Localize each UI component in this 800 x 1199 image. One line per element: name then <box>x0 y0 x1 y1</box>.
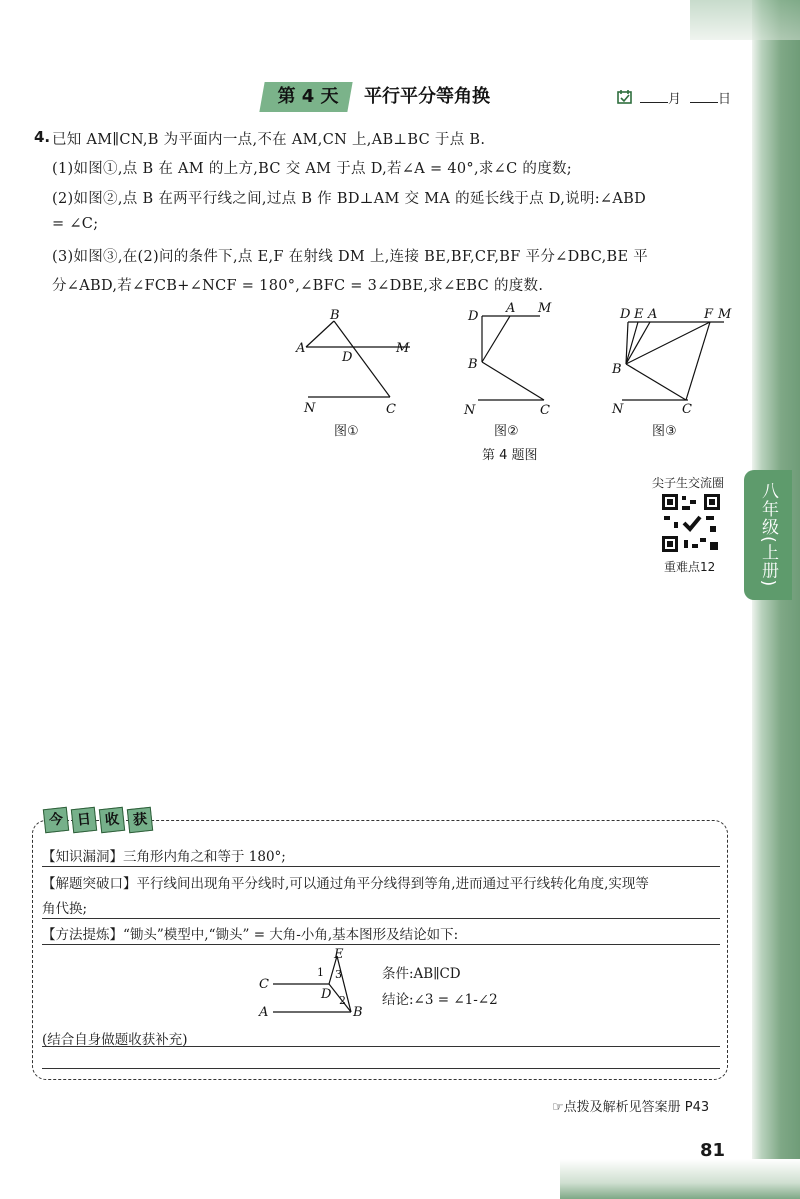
figure-3-caption: 图③ <box>652 424 677 439</box>
problem-line-5: (3)如图③,在(2)问的条件下,点 E,F 在射线 DM 上,连接 BE,BF,CF,BF 平分∠DBC,BE 平 <box>52 249 649 265</box>
date-day-field[interactable] <box>690 88 731 107</box>
fig3-label-f: F <box>704 307 714 322</box>
fig2-label-c: C <box>540 403 550 418</box>
qr-title: 尖子生交流圈 <box>652 476 725 490</box>
hoe-label-b: B <box>353 1005 363 1020</box>
hoe-label-3: 3 <box>335 968 342 981</box>
problem-line-6: 分∠ABD,若∠FCB+∠NCF = 180°,∠BFC = 3∠DBE,求∠EBC 的度数. <box>52 278 544 294</box>
question-number: 4. <box>34 128 51 146</box>
day-badge: 第 4 天 <box>277 86 339 107</box>
hoe-label-c: C <box>259 977 269 992</box>
method-summary: 【方法提炼】“锄头”模型中,“锄头” = 大角-小角,基本图形及结论如下: <box>42 927 459 943</box>
page-title: 平行平分等角换 <box>364 86 490 107</box>
fig3-label-d: D <box>620 307 631 322</box>
fig3-label-a: A <box>648 307 658 322</box>
fig1-label-d: D <box>342 350 353 365</box>
rule-3 <box>42 944 720 945</box>
rule-4 <box>42 1046 720 1047</box>
page-bottom-edge <box>560 1159 800 1199</box>
answer-reference: ☞点拨及解析见答案册 P43 <box>552 1100 710 1115</box>
fig1-label-b: B <box>330 308 340 323</box>
calendar-icon <box>617 89 633 105</box>
hoe-label-1: 1 <box>317 966 324 979</box>
problem-line-3: (2)如图②,点 B 在两平行线之间,过点 B 作 BD⊥AM 交 MA 的延长线于点 D,说明:∠ABD <box>52 191 647 207</box>
rule-2 <box>42 918 720 919</box>
summary-badge-char-1: 今 <box>43 807 69 833</box>
knowledge-gap: 【知识漏洞】三角形内角之和等于 180°; <box>42 849 286 865</box>
problem-line-2: (1)如图①,点 B 在 AM 的上方,BC 交 AM 于点 D,若∠A = 40°,求∠C 的度数; <box>52 161 572 177</box>
hoe-conclusion: 结论:∠3 = ∠1-∠2 <box>382 992 498 1008</box>
fig3-label-m: M <box>718 307 732 322</box>
hoe-label-a: A <box>259 1005 269 1020</box>
qr-code[interactable] <box>660 492 722 554</box>
fig3-label-c: C <box>682 402 692 417</box>
figure-3 <box>608 300 738 420</box>
breakthrough-line-1: 【解题突破口】平行线间出现角平分线时,可以通过角平分线得到等角,进而通过平行线转化角度,实现等 <box>42 876 649 892</box>
figure-1 <box>290 305 420 415</box>
month-label: 月 <box>668 92 682 107</box>
fig2-label-n: N <box>464 403 476 418</box>
rule-5 <box>42 1068 720 1069</box>
figure-group-title: 第 4 题图 <box>482 448 538 463</box>
grade-tab[interactable]: 八年级(上册) <box>744 470 792 600</box>
problem-line-4: = ∠C; <box>52 216 99 232</box>
summary-badge-char-3: 收 <box>99 807 125 833</box>
fig1-label-n: N <box>304 401 316 415</box>
fig2-label-d: D <box>468 309 479 324</box>
day-label: 日 <box>718 92 732 107</box>
fig1-label-c: C <box>386 402 396 415</box>
hoe-label-d: D <box>321 987 332 1002</box>
fig2-label-a: A <box>506 301 516 316</box>
summary-badge-char-4: 获 <box>127 807 153 833</box>
rule-1 <box>42 866 720 867</box>
figure-2 <box>460 300 570 420</box>
date-month-field[interactable] <box>640 88 681 107</box>
fig3-label-n: N <box>612 402 624 417</box>
fig2-label-m: M <box>538 301 552 316</box>
hoe-label-2: 2 <box>339 994 346 1007</box>
hoe-model-diagram <box>255 948 375 1020</box>
fig2-label-b: B <box>468 357 478 372</box>
supplement-note: (结合自身做题收获补充) <box>42 1032 188 1048</box>
page-edge-top <box>690 0 800 40</box>
figure-2-caption: 图② <box>494 424 519 439</box>
fig1-label-a: A <box>296 341 306 356</box>
figure-1-caption: 图① <box>334 424 359 439</box>
problem-line-1: 已知 AM∥CN,B 为平面内一点,不在 AM,CN 上,AB⊥BC 于点 B. <box>52 132 486 148</box>
fig1-label-m: M <box>396 341 410 356</box>
summary-badge-char-2: 日 <box>71 807 97 833</box>
page-number: 81 <box>700 1140 726 1161</box>
fig3-label-e: E <box>634 307 644 322</box>
hoe-label-e: E <box>334 948 344 962</box>
hoe-condition: 条件:AB∥CD <box>382 966 461 982</box>
breakthrough-line-2: 角代换; <box>42 901 88 917</box>
qr-caption: 重难点12 <box>664 560 716 574</box>
fig3-label-b: B <box>612 362 622 377</box>
